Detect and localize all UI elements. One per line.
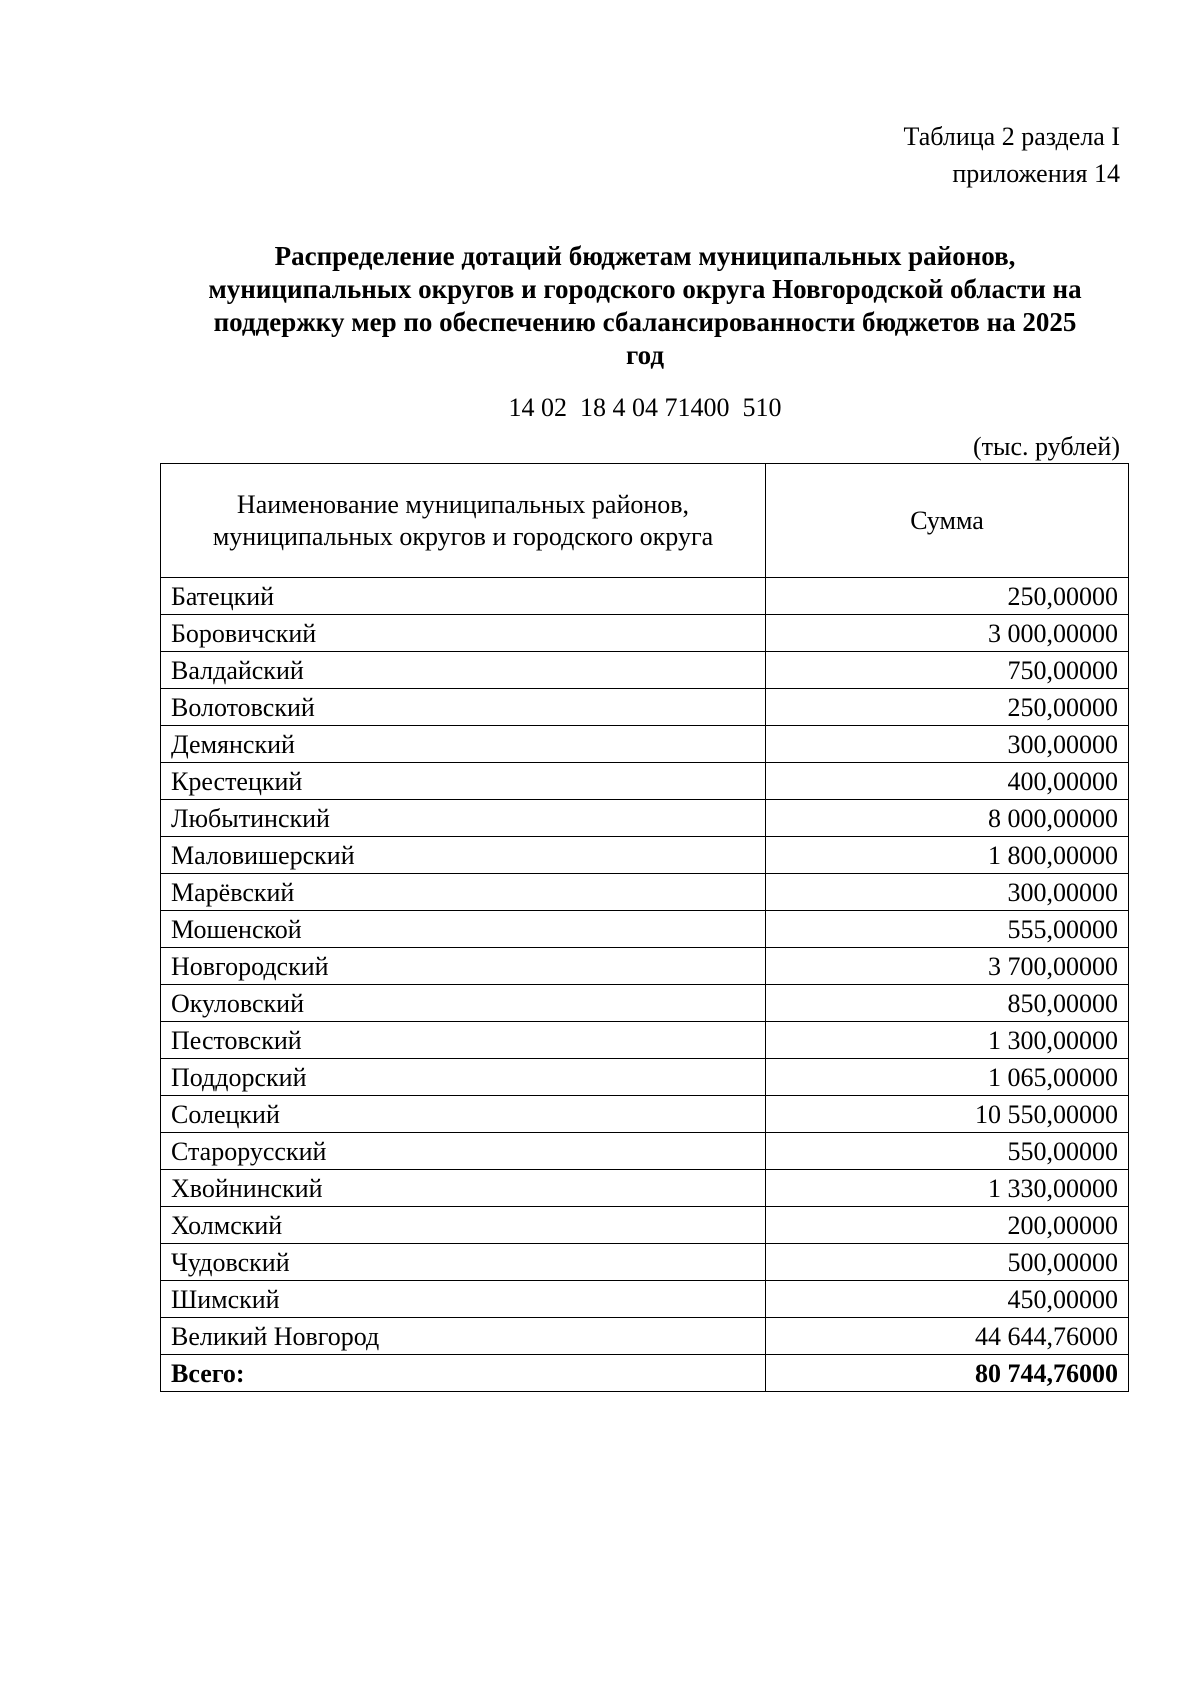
header-sum: Сумма: [766, 464, 1129, 578]
table-row: [161, 1244, 1129, 1281]
row-name: Крестецкий: [161, 763, 766, 800]
table-header-row: [161, 464, 1129, 578]
row-sum: 300,00000: [766, 874, 1129, 911]
table-row: [161, 1207, 1129, 1244]
row-sum: 555,00000: [766, 911, 1129, 948]
row-sum: 550,00000: [766, 1133, 1129, 1170]
row-name: Валдайский: [161, 652, 766, 689]
row-sum: 750,00000: [766, 652, 1129, 689]
table-row: [161, 800, 1129, 837]
row-name: Батецкий: [161, 578, 766, 615]
row-name: Хвойнинский: [161, 1170, 766, 1207]
header-name-line-1: Наименование муниципальных районов,: [236, 489, 690, 519]
table-body: [161, 578, 1129, 1392]
total-label: Всего:: [161, 1355, 766, 1392]
title-line-4: год: [626, 340, 664, 370]
row-name: Холмский: [161, 1207, 766, 1244]
row-name: Боровичский: [161, 615, 766, 652]
row-sum: 10 550,00000: [766, 1096, 1129, 1133]
table-row: [161, 1059, 1129, 1096]
row-sum: 200,00000: [766, 1207, 1129, 1244]
row-name: Волотовский: [161, 689, 766, 726]
row-name: Солецкий: [161, 1096, 766, 1133]
row-sum: 44 644,76000: [766, 1318, 1129, 1355]
table-row: [161, 1170, 1129, 1207]
title-line-1: Распределение дотаций бюджетам муниципальных районов,: [274, 241, 1016, 271]
table-row: [161, 911, 1129, 948]
row-sum: 1 065,00000: [766, 1059, 1129, 1096]
row-name: Любытинский: [161, 800, 766, 837]
document-title: [160, 240, 1130, 372]
table-row: [161, 1318, 1129, 1355]
title-line-2: муниципальных округов и городского округа Новгородской области на: [208, 274, 1082, 304]
table-row: [161, 1022, 1129, 1059]
reference-line-2: приложения 14: [952, 159, 1120, 188]
table-row: [161, 985, 1129, 1022]
reference-line-1: Таблица 2 раздела I: [903, 122, 1120, 151]
row-sum: 1 300,00000: [766, 1022, 1129, 1059]
row-name: Демянский: [161, 726, 766, 763]
row-sum: 3 000,00000: [766, 615, 1129, 652]
row-sum: 500,00000: [766, 1244, 1129, 1281]
table-row: [161, 874, 1129, 911]
header-name-line-2: муниципальных округов и городского округа: [212, 521, 714, 551]
table-row: [161, 726, 1129, 763]
row-name: Чудовский: [161, 1244, 766, 1281]
row-name: Пестовский: [161, 1022, 766, 1059]
table-row: [161, 1281, 1129, 1318]
table-row: [161, 578, 1129, 615]
budget-code: 14 02 18 4 04 71400 510: [508, 393, 782, 422]
table-row: [161, 652, 1129, 689]
table-row: [161, 1133, 1129, 1170]
row-name: Новгородский: [161, 948, 766, 985]
row-name: Марёвский: [161, 874, 766, 911]
row-name: Окуловский: [161, 985, 766, 1022]
table-row: [161, 615, 1129, 652]
row-sum: 250,00000: [766, 689, 1129, 726]
row-sum: 400,00000: [766, 763, 1129, 800]
row-name: Шимский: [161, 1281, 766, 1318]
row-sum: 450,00000: [766, 1281, 1129, 1318]
table-row: [161, 1096, 1129, 1133]
row-sum: 850,00000: [766, 985, 1129, 1022]
total-row: [161, 1355, 1129, 1392]
row-name: Великий Новгород: [161, 1318, 766, 1355]
header-name: [161, 464, 766, 578]
row-name: Маловишерский: [161, 837, 766, 874]
row-name: Мошенской: [161, 911, 766, 948]
row-sum: 300,00000: [766, 726, 1129, 763]
row-name: Старорусский: [161, 1133, 766, 1170]
row-sum: 1 800,00000: [766, 837, 1129, 874]
row-sum: 3 700,00000: [766, 948, 1129, 985]
row-sum: 8 000,00000: [766, 800, 1129, 837]
units-label: (тыс. рублей): [972, 432, 1120, 461]
table-row: [161, 837, 1129, 874]
title-line-3: поддержку мер по обеспечению сбалансированности бюджетов на 2025: [213, 307, 1077, 337]
table-row: [161, 763, 1129, 800]
table-reference: [904, 118, 1120, 192]
table-row: [161, 689, 1129, 726]
total-sum: 80 744,76000: [766, 1355, 1129, 1392]
table-row: [161, 948, 1129, 985]
allocation-table: [160, 463, 1129, 1392]
row-sum: 1 330,00000: [766, 1170, 1129, 1207]
row-name: Поддорский: [161, 1059, 766, 1096]
row-sum: 250,00000: [766, 578, 1129, 615]
